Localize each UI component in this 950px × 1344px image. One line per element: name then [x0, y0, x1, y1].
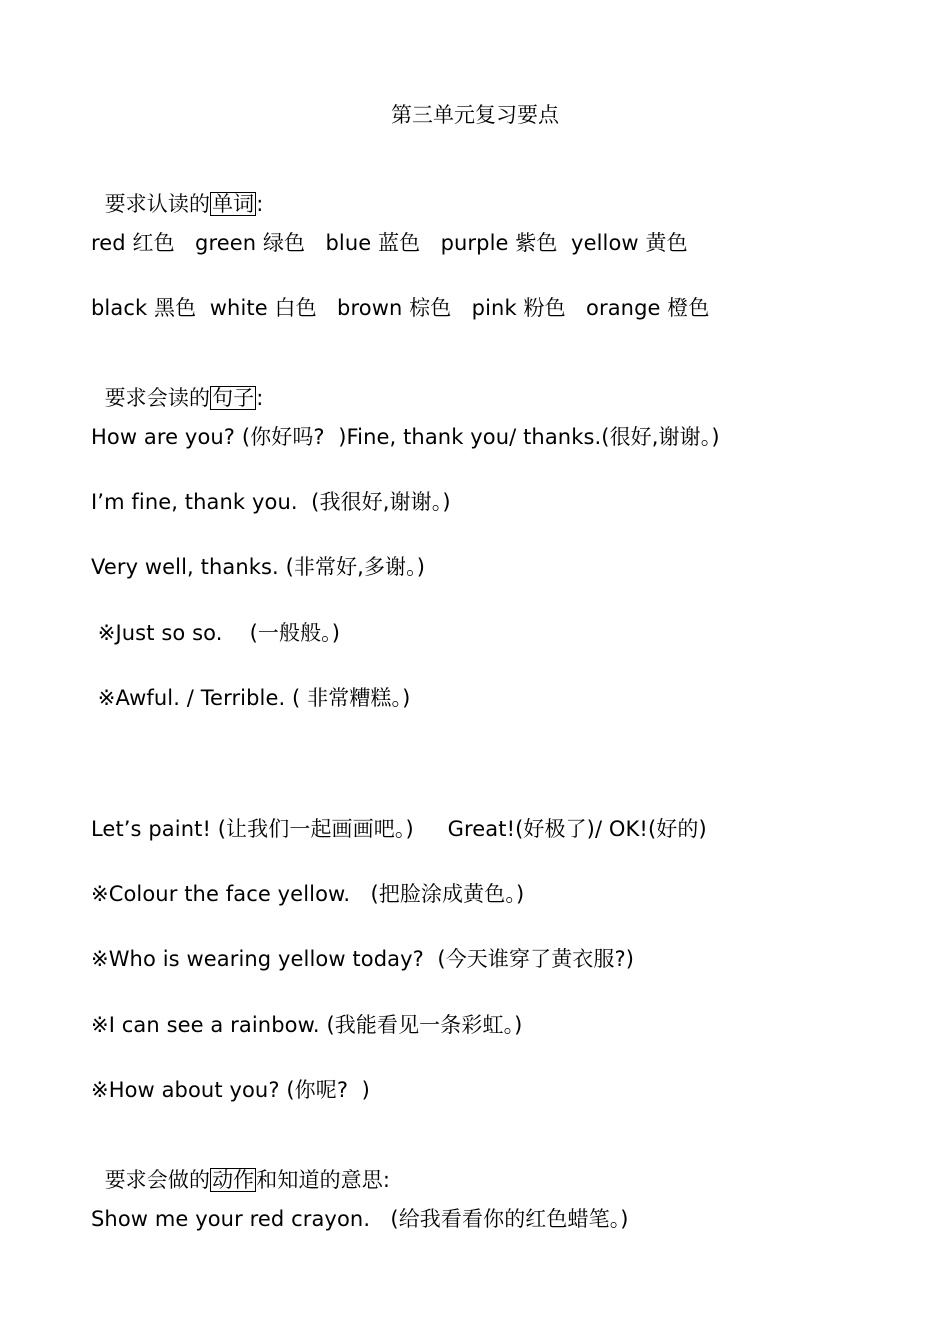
words-heading-suffix: : — [256, 192, 264, 216]
sentence-line: ※Awful. / Terrible. ( 非常糟糕。) — [91, 686, 411, 710]
actions-heading-suffix: 和知道的意思: — [256, 1168, 391, 1192]
page-title: 第三单元复习要点 — [391, 103, 559, 127]
actions-heading-prefix: 要求会做的 — [104, 1168, 211, 1192]
paint-line: ※I can see a rainbow. (我能看见一条彩虹。) — [91, 1013, 523, 1037]
sentence-line: How are you? (你好吗? )Fine, thank you/ thanks.(很好,谢谢。) — [91, 425, 720, 449]
paint-line: ※How about you? (你呢? ) — [91, 1078, 370, 1102]
sentence-line: Very well, thanks. (非常好,多谢。) — [91, 555, 426, 579]
sentences-heading-suffix: : — [256, 386, 264, 410]
sentence-line: ※Just so so. (一般般。) — [91, 621, 341, 645]
words-heading — [91, 165, 263, 217]
colour-words-line-1: red 红色 green 绿色 blue 蓝色 purple 紫色 yellow 黄色 — [91, 231, 688, 255]
actions-heading-boxed: 动作 — [212, 1168, 255, 1192]
words-heading-prefix: 要求认读的 — [104, 192, 211, 216]
colour-words-line-2: black 黑色 white 白色 brown 棕色 pink 粉色 orange 橙色 — [91, 296, 710, 320]
actions-heading — [91, 1141, 390, 1193]
sentences-heading — [91, 359, 263, 411]
words-heading-boxed: 单词 — [212, 192, 255, 216]
paint-line: Let’s paint! (让我们一起画画吧。) Great!(好极了)/ OK!(好的) — [91, 817, 707, 841]
action-line: Show me your red crayon. (给我看看你的红色蜡笔。) — [91, 1207, 629, 1231]
sentences-heading-prefix: 要求会读的 — [104, 386, 211, 410]
sentence-line: I’m fine, thank you. (我很好,谢谢。) — [91, 490, 451, 514]
paint-line: ※Who is wearing yellow today? (今天谁穿了黄衣服?) — [91, 947, 635, 971]
paint-line: ※Colour the face yellow. (把脸涂成黄色。) — [91, 882, 525, 906]
sentences-heading-boxed: 句子 — [212, 386, 255, 410]
